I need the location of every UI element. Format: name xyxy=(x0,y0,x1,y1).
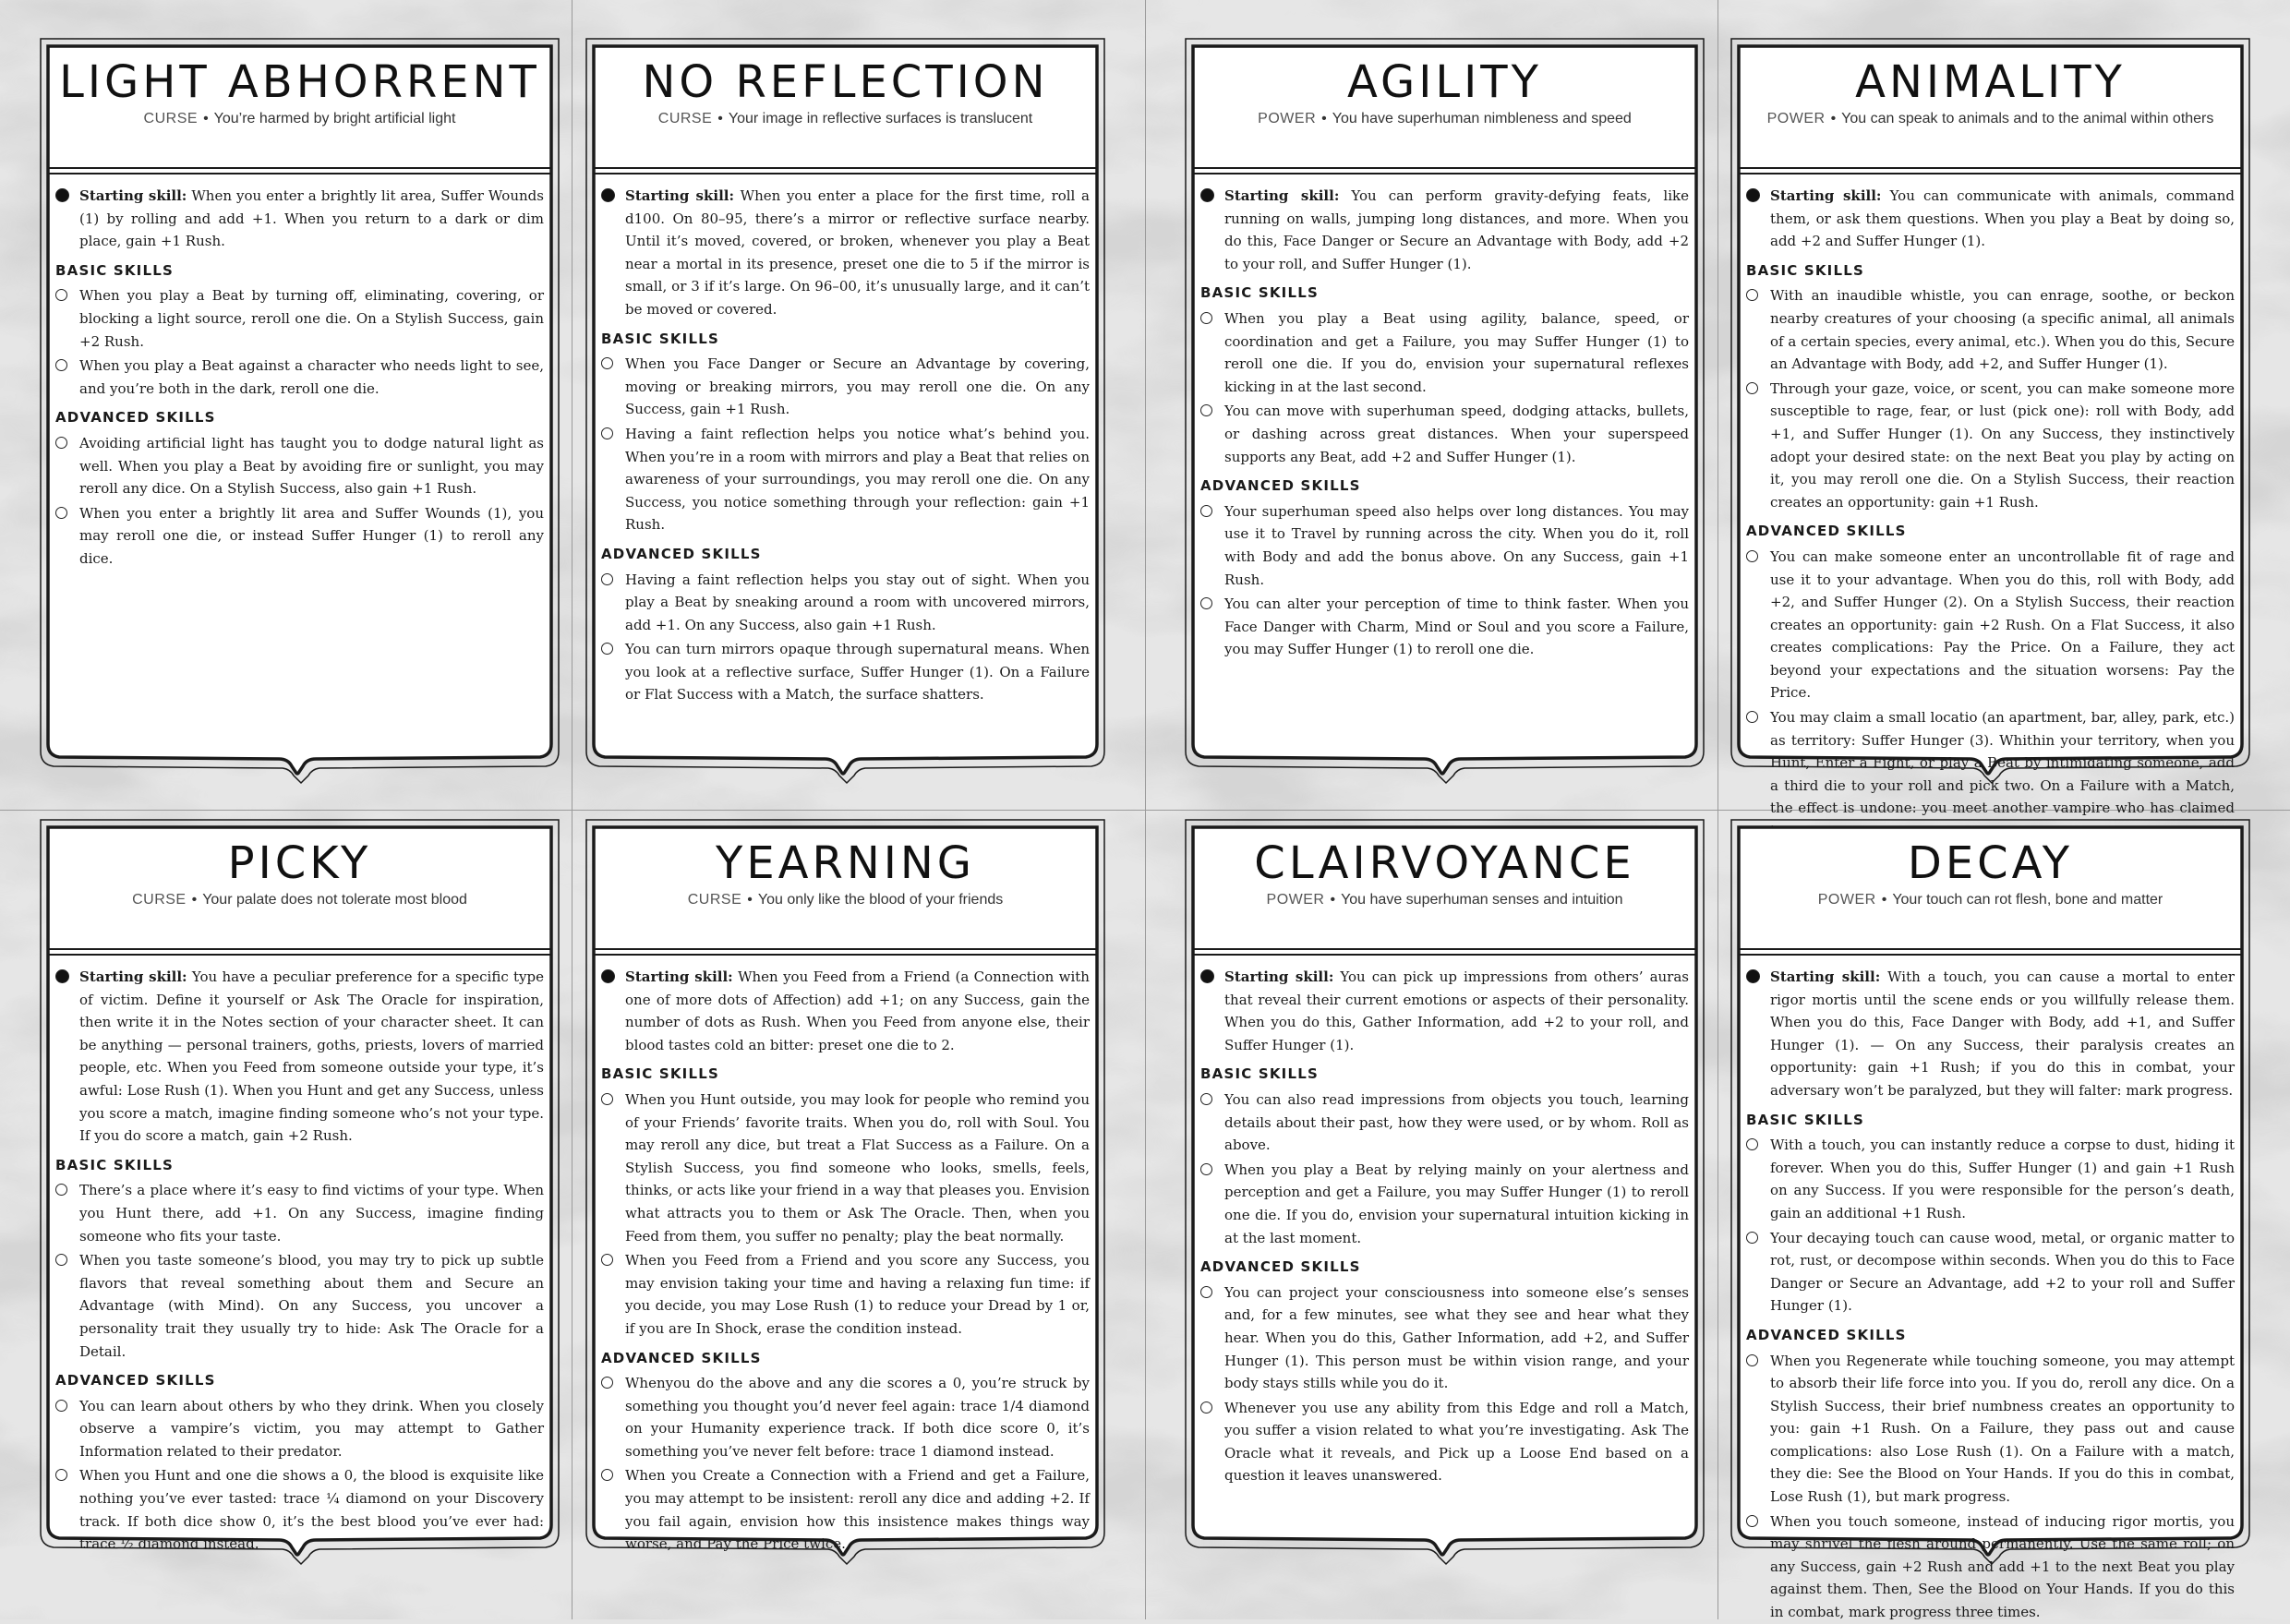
advanced-skill-text: When you Create a Connection with a Friend and get a Failure, you may attempt to be insistent: reroll any dice and adding +2. If you fail again, envision how this insistence makes things way worse, and Pay the Price twice. xyxy=(625,1467,1090,1553)
basic-skill-text: When you Hunt outside, you may look for people who remind you of your Friends’ favorite traits. When you do, roll with Soul. You may reroll any dice, but treat a Flat Success as a Failure. On a Stylish Success, you find someone who looks, smells, feels, thinks, or acts like your friend in a way that pleases you. Envision what attracts you to them or Ask The Oracle. Then, when you Feed from them, you suffer no penalty; play the beat normally. xyxy=(625,1090,1090,1245)
empty-circle-icon xyxy=(1746,1354,1758,1366)
empty-circle-icon xyxy=(55,1254,67,1266)
advanced-skill xyxy=(601,1372,1090,1462)
basic-skill xyxy=(1746,1134,2235,1224)
advanced-skills-heading: ADVANCED SKILLS xyxy=(55,409,216,427)
advanced-skill xyxy=(55,502,544,571)
card-kind: CURSE xyxy=(143,111,199,126)
advanced-skills-list xyxy=(55,1395,544,1556)
edge-card xyxy=(39,33,560,783)
empty-circle-icon xyxy=(601,1469,613,1481)
basic-skills-list xyxy=(1746,284,2235,513)
starting-skill xyxy=(1200,185,1689,275)
starting-skill-label: Starting skill: xyxy=(625,968,733,985)
advanced-skill-text: When you enter a brightly lit area and Suffer Wounds (1), you may reroll one die, or instead Suffer Hunger (1) to reroll any dice. xyxy=(79,504,544,567)
filled-circle-icon xyxy=(1200,188,1214,202)
advanced-skill-text: Your superhuman speed also helps over long distances. You may use it to Travel by running across the city. When you do it, roll with Body and add the bonus above. On any Success, gain +1 Rush. xyxy=(1224,502,1689,588)
card-tagline: You have superhuman nimbleness and speed xyxy=(1332,111,1632,126)
empty-circle-icon xyxy=(1200,505,1212,517)
starting-skill xyxy=(601,185,1090,321)
empty-circle-icon xyxy=(1200,1093,1212,1105)
card-tagline: Your touch can rot flesh, bone and matter xyxy=(1892,892,2163,908)
card-subtitle xyxy=(1191,111,1698,127)
card-header xyxy=(1191,824,1698,955)
advanced-skills-list xyxy=(1200,1281,1689,1487)
empty-circle-icon xyxy=(1200,1401,1212,1413)
empty-circle-icon xyxy=(55,1400,67,1412)
empty-circle-icon xyxy=(1746,1138,1758,1150)
starting-skill-text: You can communicate with animals, command them, or ask them questions. When you play a Beat by doing so, add +2 and Suffer Hunger (1). xyxy=(1770,187,2235,250)
basic-skills-heading: BASIC SKILLS xyxy=(601,1065,719,1083)
advanced-skill-text: Having a faint reflection helps you stay out of sight. When you play a Beat by sneaking around a room with uncovered mirrors, add +1. On any Success, also gain +1 Rush. xyxy=(625,571,1090,633)
advanced-skill xyxy=(1200,1397,1689,1487)
basic-skills-list xyxy=(55,1179,544,1363)
starting-skill-text: With a touch, you can cause a mortal to enter rigor mortis until the scene ends or you willfully release them. When you do this, Face Danger with Body, add +1, and Suffer Hunger (1). — On any Success, their paralysis creates an opportunity: gain +1 Rush; if you do this in combat, your adversary won’t be paralyzed, but they will falter: mark progress. xyxy=(1770,968,2235,1099)
basic-skills-list xyxy=(1200,307,1689,468)
empty-circle-icon xyxy=(601,573,613,585)
starting-skill xyxy=(55,966,544,1148)
advanced-skill xyxy=(601,1464,1090,1555)
empty-circle-icon xyxy=(1746,382,1758,394)
filled-circle-icon xyxy=(601,188,615,202)
separator-dot-icon: • xyxy=(1330,892,1336,908)
basic-skills-heading: BASIC SKILLS xyxy=(601,330,719,347)
advanced-skill-text: When you Hunt and one die shows a 0, the blood is exquisite like nothing you’ve ever tasted: trace ¼ diamond on your Discovery track. If both dice show 0, it’s the best blood you’ve ever had: trace ½ diamond instead. xyxy=(79,1467,544,1553)
card-title: CLAIRVOYANCE xyxy=(1254,837,1635,889)
empty-circle-icon xyxy=(55,507,67,519)
card-header xyxy=(1191,42,1698,174)
basic-skills-heading: BASIC SKILLS xyxy=(55,1156,174,1173)
empty-circle-icon xyxy=(55,437,67,449)
card-body xyxy=(1746,185,2235,817)
filled-circle-icon xyxy=(601,969,615,983)
starting-skill-label: Starting skill: xyxy=(1770,968,1881,985)
advanced-skill xyxy=(55,1395,544,1463)
advanced-skill xyxy=(1746,546,2235,704)
card-body xyxy=(55,185,544,757)
basic-skills-heading: BASIC SKILLS xyxy=(1200,284,1319,302)
separator-dot-icon: • xyxy=(717,111,723,126)
edge-card xyxy=(1184,814,1705,1564)
empty-circle-icon xyxy=(55,359,67,371)
advanced-skill-text: You can turn mirrors opaque through supernatural means. When you look at a reflective surface, Suffer Hunger (1). On a Failure or Flat Success with a Match, the surface shatters. xyxy=(625,641,1090,704)
separator-dot-icon: • xyxy=(1830,111,1837,126)
starting-skill-label: Starting skill: xyxy=(79,187,187,204)
basic-skills-list xyxy=(1200,1089,1689,1249)
basic-skill xyxy=(1746,1227,2235,1317)
starting-skill xyxy=(601,966,1090,1056)
filled-circle-icon xyxy=(1200,969,1214,983)
basic-skill xyxy=(55,1179,544,1247)
advanced-skill xyxy=(601,569,1090,637)
card-body xyxy=(55,966,544,1553)
starting-skill-label: Starting skill: xyxy=(1224,968,1334,985)
card-subtitle xyxy=(1737,111,2244,127)
empty-circle-icon xyxy=(1746,1515,1758,1527)
basic-skill xyxy=(601,1089,1090,1247)
basic-skill xyxy=(1746,284,2235,375)
edge-card xyxy=(1730,33,2251,817)
basic-skill-text: When you play a Beat by turning off, eliminating, covering, or blocking a light source, reroll one die. On a Stylish Success, gain +2 Rush. xyxy=(79,287,544,350)
card-kind: POWER xyxy=(1766,111,1826,126)
empty-circle-icon xyxy=(601,357,613,369)
basic-skill xyxy=(601,1249,1090,1340)
filled-circle-icon xyxy=(55,969,69,983)
empty-circle-icon xyxy=(1746,1232,1758,1244)
card-body xyxy=(1200,185,1689,757)
starting-skill-text: When you enter a brightly lit area, Suffer Wounds (1) by rolling and add +1. When you return to a dark or dim place, gain +1 Rush. xyxy=(79,187,544,250)
basic-skill-text: When you play a Beat against a character who needs light to see, and you’re both in the dark, reroll one die. xyxy=(79,357,544,397)
filled-circle-icon xyxy=(55,188,69,202)
basic-skill xyxy=(601,353,1090,421)
advanced-skill xyxy=(1200,500,1689,591)
advanced-skill xyxy=(1746,1350,2235,1509)
card-tagline: You have superhuman senses and intuition xyxy=(1341,892,1623,908)
card-subtitle xyxy=(1191,892,1698,908)
advanced-skills-heading: ADVANCED SKILLS xyxy=(1200,1258,1361,1276)
basic-skill xyxy=(55,355,544,400)
starting-skill-text: You can perform gravity-defying feats, like running on walls, jumping long distances, and more. When you do this, Face Danger or Secure an Advantage with Body, add +2 to your roll, and Suffer Hunger (1). xyxy=(1224,187,1689,272)
empty-circle-icon xyxy=(55,1469,67,1481)
card-tagline: Your image in reflective surfaces is translucent xyxy=(728,111,1033,126)
advanced-skills-list xyxy=(601,569,1090,707)
empty-circle-icon xyxy=(1200,1286,1212,1298)
basic-skill-text: When you play a Beat using agility, balance, speed, or coordination and get a Failure, you may Suffer Hunger (1) to reroll one die. If you do, envision your supernatural reflexes kicking in at the last second. xyxy=(1224,309,1689,395)
empty-circle-icon xyxy=(1200,1163,1212,1175)
empty-circle-icon xyxy=(1200,312,1212,324)
advanced-skills-heading: ADVANCED SKILLS xyxy=(55,1372,216,1389)
starting-skill-label: Starting skill: xyxy=(79,968,187,985)
separator-dot-icon: • xyxy=(1881,892,1887,908)
card-subtitle xyxy=(592,892,1099,908)
advanced-skills-list xyxy=(601,1372,1090,1556)
advanced-skill xyxy=(1200,1281,1689,1395)
card-kind: POWER xyxy=(1817,892,1876,908)
card-tagline: Your palate does not tolerate most blood xyxy=(202,892,467,908)
card-kind: POWER xyxy=(1266,892,1325,908)
card-kind: CURSE xyxy=(657,111,713,126)
card-kind: POWER xyxy=(1258,111,1317,126)
empty-circle-icon xyxy=(601,427,613,439)
advanced-skill-text: You may claim a small locatio (an apartment, bar, alley, park, etc.) as territory: Suffer Hunger (3). Whithin your territory, when you Hunt, Enter a Fight, or play a Beat by intimidating someone, add a third die to your roll and pick two. On a Failure with a Match, the effect is undone: you meet another vampire who has claimed xyxy=(1770,709,2235,817)
card-subtitle xyxy=(46,892,553,908)
basic-skills-list xyxy=(601,353,1090,536)
basic-skill-text: When you play a Beat by relying mainly on your alertness and perception and get a Failure, you may Suffer Hunger (1) to reroll one die. If you do, envision your supernatural intuition kicking in at the last moment. xyxy=(1224,1161,1689,1246)
basic-skills-list xyxy=(55,284,544,400)
advanced-skill xyxy=(601,638,1090,706)
card-header xyxy=(46,824,553,955)
starting-skill xyxy=(1746,185,2235,253)
basic-skill xyxy=(55,1249,544,1363)
advanced-skill-text: When you Regenerate while touching someone, you may attempt to absorb their life force into you. If you do, reroll any dice. On a Stylish Success, their brief numbness creates an opportunity to you: gain +1 Rush. On a Failure, they pass out and cause complications: also Lose Rush (1). On a Failure with a match, they die: See the Blood on Your Hands. If you do this in combat, Lose Rush (1), but mark progress. xyxy=(1770,1352,2235,1506)
edge-card xyxy=(585,33,1106,783)
empty-circle-icon xyxy=(601,1254,613,1266)
card-title: LIGHT ABHORRENT xyxy=(59,56,540,108)
advanced-skills-heading: ADVANCED SKILLS xyxy=(601,1349,762,1366)
empty-circle-icon xyxy=(1200,404,1212,416)
advanced-skill-text: You can learn about others by who they drink. When you closely observe a vampire’s victim, you may attempt to Gather Information related to their predator. xyxy=(79,1397,544,1460)
basic-skill-text: When you Feed from a Friend and you score any Success, you may envision taking your time and having a relaxing fun time: if you decide, you may Lose Rush (1) to reduce your Dread by 1 or, if you are In Shock, erase the condition instead. xyxy=(625,1252,1090,1337)
card-title: DECAY xyxy=(1907,837,2074,889)
starting-skill-label: Starting skill: xyxy=(625,187,734,204)
card-title: ANIMALITY xyxy=(1855,56,2126,108)
card-body xyxy=(1746,966,2235,1621)
filled-circle-icon xyxy=(1746,969,1760,983)
starting-skill-label: Starting skill: xyxy=(1770,187,1882,204)
advanced-skill xyxy=(55,1464,544,1555)
basic-skill-text: When you taste someone’s blood, you may try to pick up subtle flavors that reveal something about them and Secure an Advantage (with Mind). On any Success, you uncover a personality trait they usually try to hide: Ask The Oracle for a Detail. xyxy=(79,1252,544,1360)
advanced-skill-text: You can make someone enter an uncontrollable fit of rage and use it to your advantage. When you do this, roll with Body, add +2, and Suffer Hunger (2). On a Stylish Success, their reaction creates an opportunity: gain +2 Rush. On a Flat Success, it also creates complications: Pay the Price. On a Failure, they act beyond your expectations and the situation worsens: Pay the Price. xyxy=(1770,547,2235,702)
card-subtitle xyxy=(1737,892,2244,908)
starting-skill xyxy=(1200,966,1689,1056)
card-kind: CURSE xyxy=(132,892,187,908)
basic-skills-heading: BASIC SKILLS xyxy=(1746,1111,1864,1128)
starting-skill-text: You have a peculiar preference for a specific type of victim. Define it yourself or Ask The Oracle for inspiration, then write it in the Notes section of your character sheet. It can be anything — personal trainers, goths, priests, lovers of married people, etc. When you Feed from someone outside your type, it’s awful: Lose Rush (1). When you Hunt and get any Success, unless you score a match, imagine finding someone who’s not your type. If you do score a match, gain +2 Rush. xyxy=(79,968,544,1145)
basic-skills-list xyxy=(1746,1134,2235,1317)
card-body xyxy=(601,966,1090,1553)
advanced-skill-text: Avoiding artificial light has taught you to dodge natural light as well. When you play a Beat by avoiding fire or sunlight, you may reroll any dice. On a Stylish Success, also gain +1 Rush. xyxy=(79,434,544,498)
empty-circle-icon xyxy=(55,289,67,301)
edge-card xyxy=(1184,33,1705,783)
basic-skill-text: Through your gaze, voice, or scent, you can make someone more susceptible to rage, fear, or lust (pick one): roll with Body, add +1, and Suffer Hunger (1). On any Success, they instinctively adopt your desired state: on the next Beat you play by acting on it, you may reroll one die. On a Stylish Success, their reaction creates an opportunity: gain +1 Rush. xyxy=(1770,379,2235,511)
basic-skill xyxy=(1200,1159,1689,1249)
empty-circle-icon xyxy=(55,1184,67,1196)
basic-skills-list xyxy=(601,1089,1090,1341)
card-body xyxy=(1200,966,1689,1538)
card-body xyxy=(601,185,1090,757)
separator-dot-icon: • xyxy=(191,892,198,908)
card-header xyxy=(46,42,553,174)
advanced-skills-list xyxy=(1746,546,2235,843)
starting-skill xyxy=(1746,966,2235,1102)
basic-skill-text: You can move with superhuman speed, dodging attacks, bullets, or dashing across great distances. When your superspeed supports any Beat, add +2 and Suffer Hunger (1). xyxy=(1224,403,1689,465)
card-subtitle xyxy=(592,111,1099,127)
card-tagline: You’re harmed by bright artificial light xyxy=(213,111,456,126)
starting-skill-text: You can pick up impressions from others’ auras that reveal their current emotions or aspects of their personality. When you do this, Gather Information, add +2 to your roll, and Suffer Hunger (1). xyxy=(1224,968,1689,1053)
advanced-skills-heading: ADVANCED SKILLS xyxy=(1200,477,1361,495)
starting-skill-label: Starting skill: xyxy=(1224,187,1340,204)
advanced-skill xyxy=(55,432,544,500)
advanced-skill-text: Whenyou do the above and any die scores a 0, you’re struck by something you thought you’d never feel again: trace 1/4 diamond on your Humanity experience track. If both dice score 0, it’s something you’ve never felt before: trace 1 diamond instead. xyxy=(625,1375,1090,1460)
card-title: PICKY xyxy=(227,837,372,889)
empty-circle-icon xyxy=(601,643,613,655)
separator-dot-icon: • xyxy=(1321,111,1327,126)
advanced-skills-heading: ADVANCED SKILLS xyxy=(1746,1326,1907,1343)
basic-skill-text: With a touch, you can instantly reduce a corpse to dust, hiding it forever. When you do this, Suffer Hunger (1) and gain +1 Rush on any Success. If you were responsible for the person’s death, gain an additional +1 Rush. xyxy=(1770,1137,2235,1221)
card-title: AGILITY xyxy=(1347,56,1542,108)
basic-skills-heading: BASIC SKILLS xyxy=(1200,1065,1319,1083)
card-header xyxy=(592,824,1099,955)
basic-skill-text: When you Face Danger or Secure an Advantage by covering, moving or breaking mirrors, you may reroll one die. On any Success, gain +1 Rush. xyxy=(625,355,1090,418)
advanced-skills-heading: ADVANCED SKILLS xyxy=(1746,523,1907,540)
basic-skill-text: You can also read impressions from objects you touch, learning details about their past, how they were used, or by whom. Roll as above. xyxy=(1224,1090,1689,1154)
basic-skill xyxy=(1746,378,2235,514)
separator-dot-icon: • xyxy=(747,892,753,908)
edge-card xyxy=(39,814,560,1564)
basic-skill xyxy=(1200,1089,1689,1157)
basic-skill-text: Your decaying touch can cause wood, metal, or organic matter to rot, rust, or decompose within seconds. When you do this to Face Danger or Secure an Advantage, add +2 to your roll and Suffer Hunger (1). xyxy=(1770,1229,2235,1315)
filled-circle-icon xyxy=(1746,188,1760,202)
empty-circle-icon xyxy=(601,1377,613,1389)
basic-skill-text: Having a faint reflection helps you notice what’s behind you. When you’re in a room with mirrors and play a Beat that relies on awareness of your surroundings, you may reroll one die. On any Success, you notice something through your reflection: gain +1 Rush. xyxy=(625,425,1090,534)
card-kind: CURSE xyxy=(687,892,742,908)
advanced-skill xyxy=(1746,1510,2235,1624)
empty-circle-icon xyxy=(1200,597,1212,609)
advanced-skills-list xyxy=(1746,1350,2235,1624)
card-header xyxy=(1737,824,2244,955)
advanced-skills-list xyxy=(55,432,544,571)
basic-skill xyxy=(601,423,1090,536)
basic-skill xyxy=(1200,400,1689,468)
basic-skill xyxy=(55,284,544,353)
advanced-skill-text: Whenever you use any ability from this Edge and roll a Match, you suffer a vision related to what you’re investigating. Ask The Oracle what it reveals, and Pick up a Loose End based on a question it leaves unanswered. xyxy=(1224,1399,1689,1485)
advanced-skill-text: You can alter your perception of time to think faster. When you Face Danger with Charm, Mind or Soul and you score a Failure, you may Suffer Hunger (1) to reroll one die. xyxy=(1224,595,1689,658)
card-header xyxy=(1737,42,2244,174)
basic-skill xyxy=(1200,307,1689,398)
card-title: NO REFLECTION xyxy=(642,56,1049,108)
advanced-skills-list xyxy=(1200,500,1689,661)
card-tagline: You only like the blood of your friends xyxy=(757,892,1004,908)
advanced-skill-text: When you touch someone, instead of inducing rigor mortis, you may shrivel the flesh around permanently. Use the same roll; on any Success, gain +2 Rush and add +1 to the next Beat you play against them. Then, See the Blood on Your Hands. If you do this in combat, mark progress three times. xyxy=(1770,1512,2235,1621)
empty-circle-icon xyxy=(1746,550,1758,562)
card-tagline: You can speak to animals and to the animal within others xyxy=(1841,111,2214,126)
card-header xyxy=(592,42,1099,174)
basic-skill-text: With an inaudible whistle, you can enrage, soothe, or beckon nearby creatures of your choosing (a specific animal, all animals of a certain species, every animal, etc.). When you do this, Secure an Advantage with Body, add +2, and Suffer Hunger (1). xyxy=(1770,287,2235,373)
card-title: YEARNING xyxy=(716,837,975,889)
empty-circle-icon xyxy=(601,1093,613,1105)
edge-card xyxy=(1730,814,2251,1621)
basic-skills-heading: BASIC SKILLS xyxy=(1746,261,1864,279)
starting-skill-text: When you Feed from a Friend (a Connection with one of more dots of Affection) add +1; on any Success, gain the number of dots as Rush. When you Feed from anyone else, their blood tastes cold an bitter: preset one die to 2. xyxy=(625,968,1090,1053)
advanced-skill xyxy=(1200,593,1689,661)
starting-skill-text: When you enter a place for the first time, roll a d100. On 80–95, there’s a mirror or reflective surface nearby. Until it’s moved, covered, or broken, whenever you play a Beat near a mortal in its presence, preset one die to 5 if the mirror is small, or 3 if it’s large. On 96–00, it’s unusually large, and it can’t be moved or covered. xyxy=(625,187,1090,318)
empty-circle-icon xyxy=(1746,711,1758,723)
basic-skills-heading: BASIC SKILLS xyxy=(55,261,174,279)
empty-circle-icon xyxy=(1746,289,1758,301)
card-subtitle xyxy=(46,111,553,127)
advanced-skill-text: You can project your consciousness into someone else’s senses and, for a few minutes, see what they see and hear what they hear. When you do this, Gather Information, add +2, and Suffer Hunger (1). This person must be within vision range, and your body stays stills while you do it. xyxy=(1224,1283,1689,1392)
advanced-skills-heading: ADVANCED SKILLS xyxy=(601,545,762,562)
basic-skill-text: There’s a place where it’s easy to find victims of your type. When you Hunt there, add +1. On any Success, imagine finding someone who fits your taste. xyxy=(79,1182,544,1245)
edge-card xyxy=(585,814,1106,1564)
separator-dot-icon: • xyxy=(203,111,209,126)
starting-skill xyxy=(55,185,544,253)
